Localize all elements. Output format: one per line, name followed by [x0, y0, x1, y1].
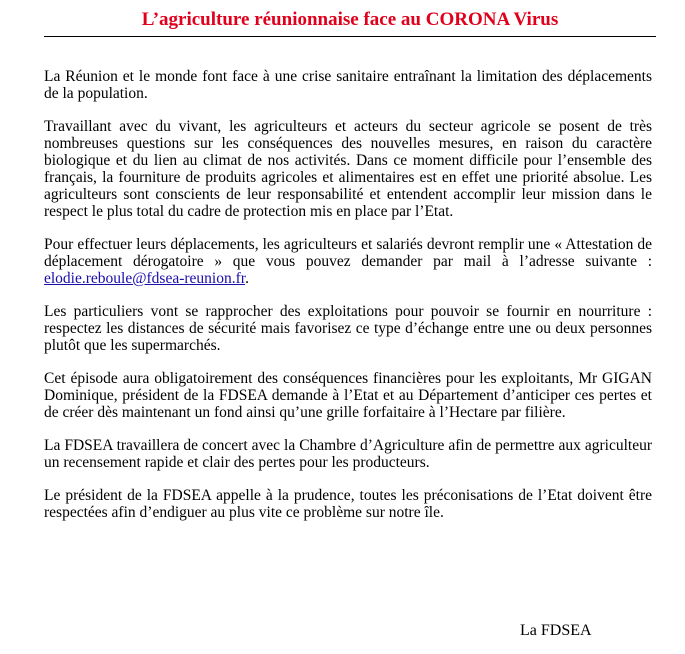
document-body	[44, 68, 652, 537]
paragraph-financial-consequences: Cet épisode aura obligatoirement des conséquences financières pour les exploitants, Mr GIGAN Dominique, président de la FDSEA demande à l’Etat et au Département d’anticiper ces pertes et de créer dès maintenant un fond ainsi qu’une grille forfaitaire à l’Hectare par filière.	[44, 370, 652, 421]
paragraph-farmers-responsibility: Travaillant avec du vivant, les agriculteurs et acteurs du secteur agricole se posent de très nombreuses questions sur les conséquences des nouvelles mesures, en raison du caractère biologique et du lien au climat de nos activités. Dans ce moment difficile pour l’ensemble des français, la fourniture de produits agricoles et alimentaires est en effet une priorité absolue. Les agriculteurs sont conscients de leur responsabilité et entendent accomplir leur mission dans le respect le plus total du cadre de protection mis en place par l’Etat.	[44, 118, 652, 220]
attestation-text-end: .	[245, 270, 249, 287]
paragraph-chamber-cooperation: La FDSEA travaillera de concert avec la Chambre d’Agriculture afin de permettre aux agriculteur un recensement rapide et clair des pertes pour les producteurs.	[44, 437, 652, 471]
title-underline-divider	[44, 36, 656, 37]
document-title: L’agriculture réunionnaise face au CORONA Virus	[141, 9, 559, 30]
paragraph-prudence-call: Le président de la FDSEA appelle à la prudence, toutes les préconisations de l’Etat doivent être respectées afin d’endiguer au plus vite ce problème sur notre île.	[44, 487, 652, 521]
title-container	[44, 8, 656, 32]
paragraph-crisis-intro: La Réunion et le monde font face à une crise sanitaire entraînant la limitation des déplacements de la population.	[44, 68, 652, 102]
signature: La FDSEA	[520, 622, 592, 639]
attestation-text: Pour effectuer leurs déplacements, les agriculteurs et salariés devront remplir une « Attestation de déplacement dérogatoire » que vous pouvez demander par mail à l’adresse suivante :	[44, 236, 652, 270]
paragraph-travel-attestation	[44, 236, 652, 287]
paragraph-individuals-advice: Les particuliers vont se rapprocher des exploitations pour pouvoir se fournir en nourriture : respectez les distances de sécurité mais favorisez ce type d’échange entre une ou deux personnes plutôt que les supermarchés.	[44, 303, 652, 354]
email-link[interactable]: elodie.reboule@fdsea-reunion.fr	[44, 270, 246, 287]
